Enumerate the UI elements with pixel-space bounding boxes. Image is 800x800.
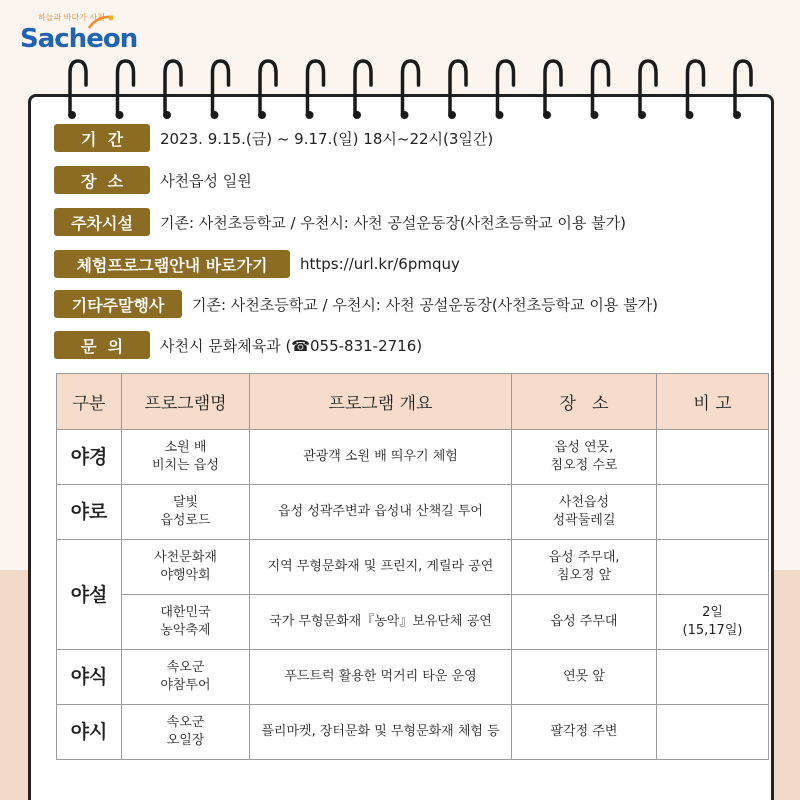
cell-category: 야시 <box>57 705 122 760</box>
spiral-rings <box>28 55 774 135</box>
spiral-ring-icon <box>306 61 324 119</box>
cell-program-name: 속오군 야참투어 <box>122 650 250 705</box>
value-period: 2023. 9.15.(금) ~ 9.17.(일) 18시~22시(3일간) <box>160 129 494 148</box>
cell-summary: 국가 무형문화재『농악』보유단체 공연 <box>250 595 512 650</box>
info-row-period <box>54 124 493 152</box>
logo-wordmark: Sacheon <box>20 24 138 54</box>
cell-summary: 읍성 성곽주변과 읍성내 산책길 투어 <box>250 485 512 540</box>
label-program-link: 체험프로그램안내 바로가기 <box>54 250 290 278</box>
header-category: 구분 <box>57 374 122 430</box>
spiral-ring-icon <box>353 61 371 119</box>
spiral-ring-icon <box>448 61 466 119</box>
cell-place: 연못 앞 <box>512 650 657 705</box>
cell-note: 2일 (15,17일) <box>657 595 769 650</box>
spiral-ring-icon <box>686 61 704 119</box>
cell-note <box>657 650 769 705</box>
cell-place: 읍성 주무대 <box>512 595 657 650</box>
header-program-name: 프로그램명 <box>122 374 250 430</box>
cell-summary: 푸드트럭 활용한 먹거리 타운 운영 <box>250 650 512 705</box>
table-row <box>57 705 769 760</box>
cell-program-name: 대한민국 농악축제 <box>122 595 250 650</box>
cell-program-name: 달빛 읍성로드 <box>122 485 250 540</box>
cell-note <box>657 540 769 595</box>
header-program-summary: 프로그램 개요 <box>250 374 512 430</box>
spiral-ring-icon <box>258 61 276 119</box>
cell-category: 야설 <box>57 540 122 650</box>
cell-category: 야경 <box>57 430 122 485</box>
cell-program-name: 사천문화재 야행악회 <box>122 540 250 595</box>
cell-place: 읍성 주무대, 침오정 앞 <box>512 540 657 595</box>
value-parking: 기존: 사천초등학교 / 우천시: 사천 공설운동장(사천초등학교 이용 불가) <box>160 213 626 232</box>
label-parking: 주차시설 <box>54 208 150 236</box>
cell-category: 야로 <box>57 485 122 540</box>
info-row-venue <box>54 166 252 194</box>
cell-note <box>657 430 769 485</box>
spiral-ring-icon <box>638 61 656 119</box>
table-row <box>57 595 769 650</box>
header-place: 장 소 <box>512 374 657 430</box>
value-weekend-events: 기존: 사천초등학교 / 우천시: 사천 공설운동장(사천초등학교 이용 불가) <box>192 295 658 314</box>
cell-place: 팔각정 주변 <box>512 705 657 760</box>
value-contact: 사천시 문화체육과 (☎055-831-2716) <box>160 336 423 355</box>
label-contact: 문 의 <box>54 331 150 359</box>
label-weekend-events: 기타주말행사 <box>54 290 182 318</box>
spiral-ring-icon <box>116 61 134 119</box>
cell-program-name: 소원 배 비치는 읍성 <box>122 430 250 485</box>
cell-category: 야식 <box>57 650 122 705</box>
table-row <box>57 540 769 595</box>
spiral-ring-icon <box>68 61 86 119</box>
info-row-contact <box>54 331 422 359</box>
info-row-parking <box>54 208 626 236</box>
spiral-ring-icon <box>496 61 514 119</box>
label-period: 기 간 <box>54 124 150 152</box>
label-venue: 장 소 <box>54 166 150 194</box>
sacheon-logo <box>20 12 140 56</box>
cell-note <box>657 705 769 760</box>
table-row <box>57 485 769 540</box>
spiral-ring-icon <box>401 61 419 119</box>
cell-program-name: 속오군 오일장 <box>122 705 250 760</box>
value-venue: 사천읍성 일원 <box>160 171 252 190</box>
spiral-ring-icon <box>163 61 181 119</box>
program-link[interactable]: https://url.kr/6pmquy <box>300 255 460 273</box>
table-header-row <box>57 374 769 430</box>
info-row-weekend-events <box>54 290 658 318</box>
spiral-ring-icon <box>733 61 751 119</box>
spiral-ring-icon <box>211 61 229 119</box>
cell-summary: 플리마켓, 장터문화 및 무형문화재 체험 등 <box>250 705 512 760</box>
program-table <box>56 373 769 760</box>
table-row <box>57 430 769 485</box>
logo-slogan: 하늘과 바다가 사천 <box>38 13 105 22</box>
spiral-ring-icon <box>591 61 609 119</box>
cell-place: 읍성 연못, 침오정 수로 <box>512 430 657 485</box>
header-note: 비 고 <box>657 374 769 430</box>
cell-summary: 관광객 소원 배 띄우기 체험 <box>250 430 512 485</box>
info-row-program-link <box>54 250 460 278</box>
spiral-ring-icon <box>543 61 561 119</box>
cell-place: 사천읍성 성곽둘레길 <box>512 485 657 540</box>
table-row <box>57 650 769 705</box>
cell-note <box>657 485 769 540</box>
cell-summary: 지역 무형문화재 및 프린지, 게릴라 공연 <box>250 540 512 595</box>
